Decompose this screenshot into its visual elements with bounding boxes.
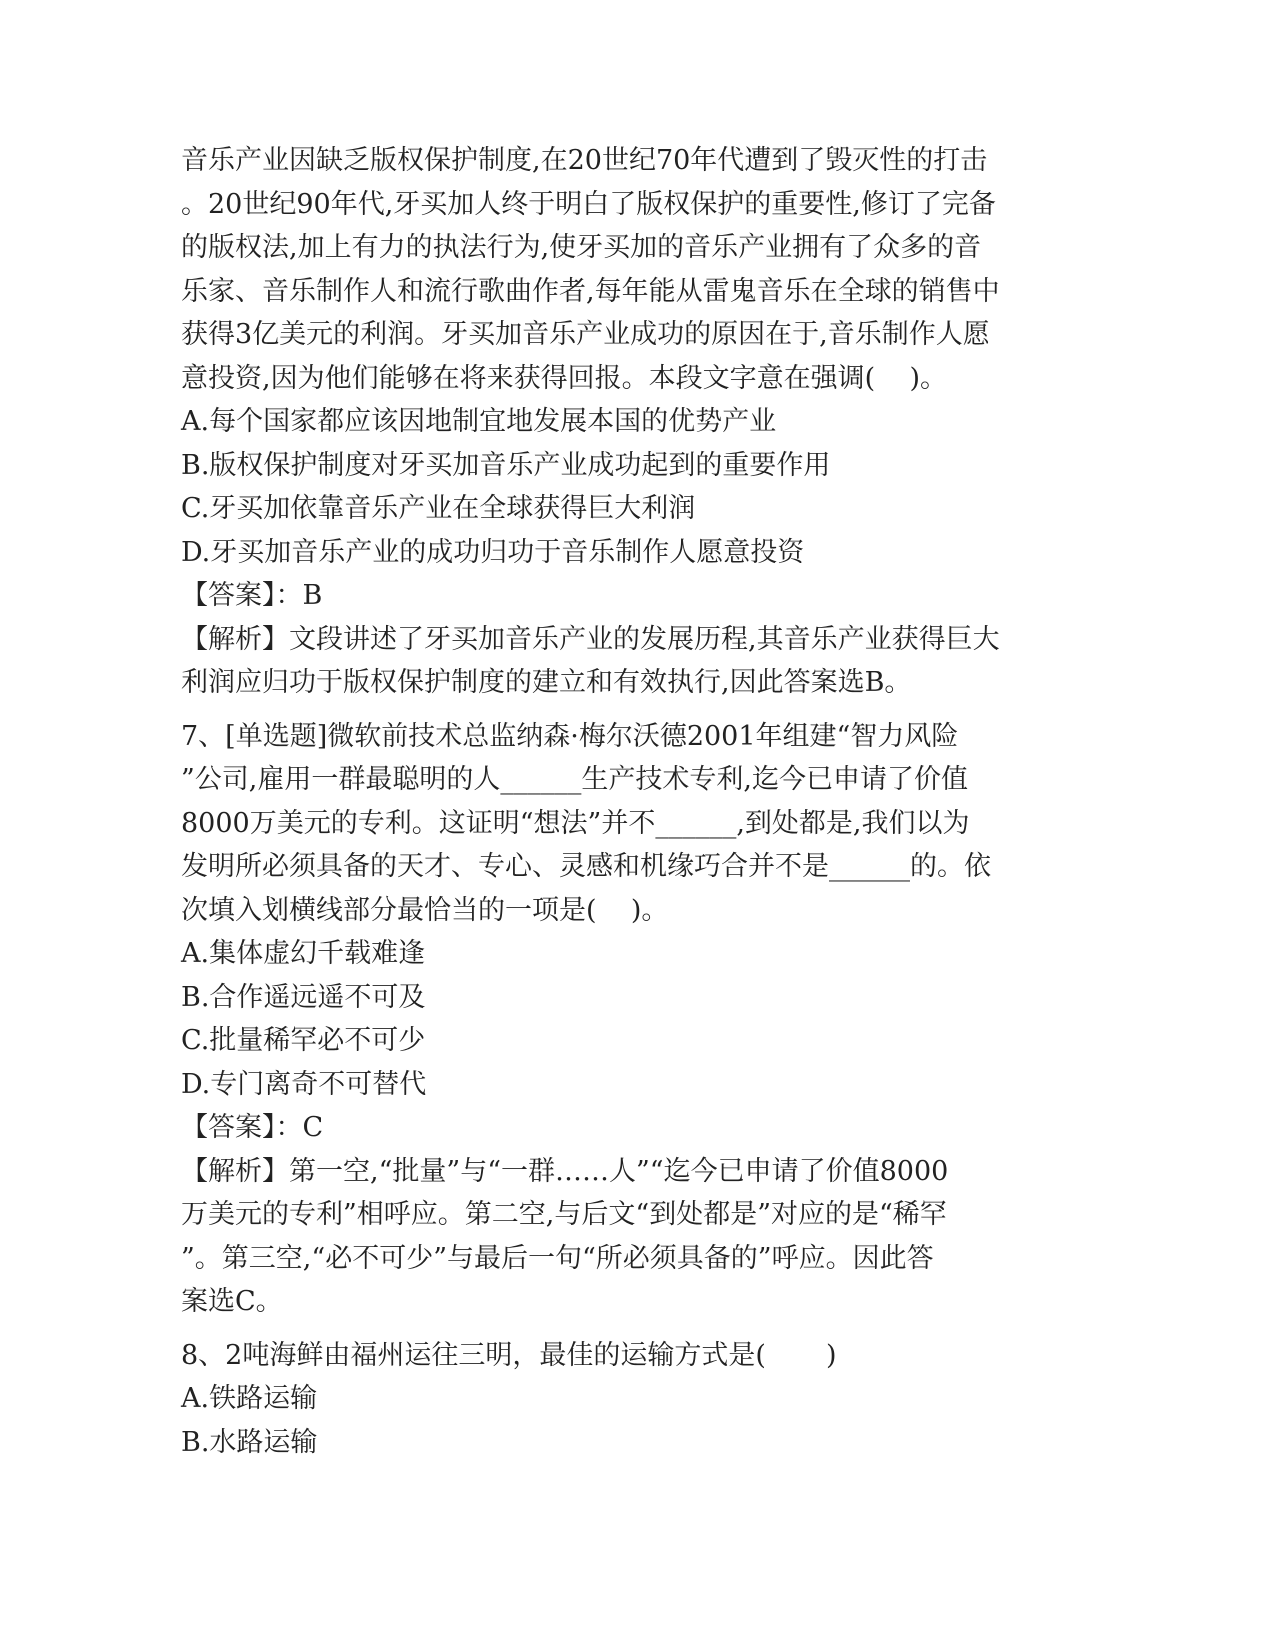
q7-analysis-line: 【解析】第一空,“批量”与“一群……人”“迄今已申请了价值8000 (181, 1155, 949, 1187)
q6-stem-line: 意投资,因为他们能够在将来获得回报。本段文字意在强调( )。 (181, 362, 947, 394)
q6-analysis-line: 利润应归功于版权保护制度的建立和有效执行,因此答案选B。 (181, 667, 912, 698)
q6-option-b: B.版权保护制度对牙买加音乐产业成功起到的重要作用 (181, 449, 831, 481)
q6-option-d: D.牙买加音乐产业的成功归功于音乐制作人愿意投资 (181, 536, 805, 568)
q7-stem-line: 发明所必须具备的天才、专心、灵感和机缘巧合并不是______的。依 (181, 851, 991, 882)
q7-analysis-line: 案选C。 (181, 1286, 283, 1317)
q6-stem-line: 乐家、音乐制作人和流行歌曲作者,每年能从雷鬼音乐在全球的销售中 (181, 275, 1000, 307)
question-8 (181, 1334, 1041, 1465)
q7-stem-line: 8000万美元的专利。这证明“想法”并不______,到处都是,我们以为 (181, 807, 970, 839)
q6-option-a: A.每个国家都应该因地制宜地发展本国的优势产业 (181, 406, 777, 437)
question-6 (181, 139, 1041, 705)
q6-option-c: C.牙买加依靠音乐产业在全球获得巨大利润 (181, 493, 696, 524)
q7-option-d: D.专门离奇不可替代 (181, 1068, 427, 1100)
q7-option-b: B.合作遥远遥不可及 (181, 981, 426, 1013)
q7-analysis-line: 万美元的专利”相呼应。第二空,与后文“到处都是”对应的是“稀罕 (181, 1199, 947, 1230)
q6-stem-line: 获得3亿美元的利润。牙买加音乐产业成功的原因在于,音乐制作人愿 (181, 319, 990, 350)
q8-stem-line: 8、2吨海鲜由福州运往三明，最佳的运输方式是( ) (181, 1339, 837, 1371)
q8-option-b: B.水路运输 (181, 1426, 318, 1458)
question-gap (181, 1324, 1041, 1334)
q7-stem-line: 次填入划横线部分最恰当的一项是( )。 (181, 894, 669, 926)
q7-answer: 【答案】：C (181, 1112, 324, 1143)
q6-stem-line: 的版权法,加上有力的执法行为,使牙买加的音乐产业拥有了众多的音 (181, 232, 982, 263)
question-7 (181, 715, 1041, 1324)
q6-stem-line: 音乐产业因缺乏版权保护制度,在20世纪70年代遭到了毁灭性的打击 (181, 145, 988, 176)
q7-stem-line: ”公司,雇用一群最聪明的人______生产技术专利,迄今已申请了价值 (181, 764, 968, 795)
q7-stem-line: 7、[单选题]微软前技术总监纳森·梅尔沃德2001年组建“智力风险 (181, 720, 959, 752)
q6-analysis-line: 【解析】文段讲述了牙买加音乐产业的发展历程,其音乐产业获得巨大 (181, 623, 1000, 655)
q7-option-a: A.集体虚幻千载难逢 (181, 938, 426, 969)
q6-answer: 【答案】：B (181, 580, 323, 611)
document-page (181, 139, 1041, 1464)
q6-stem-line: 。20世纪90年代,牙买加人终于明白了版权保护的重要性,修订了完备 (181, 188, 996, 220)
q7-analysis-line: ”。第三空,“必不可少”与最后一句“所必须具备的”呼应。因此答 (181, 1242, 934, 1274)
q8-option-a: A.铁路运输 (181, 1383, 318, 1414)
q7-option-c: C.批量稀罕必不可少 (181, 1025, 426, 1056)
question-gap (181, 705, 1041, 715)
